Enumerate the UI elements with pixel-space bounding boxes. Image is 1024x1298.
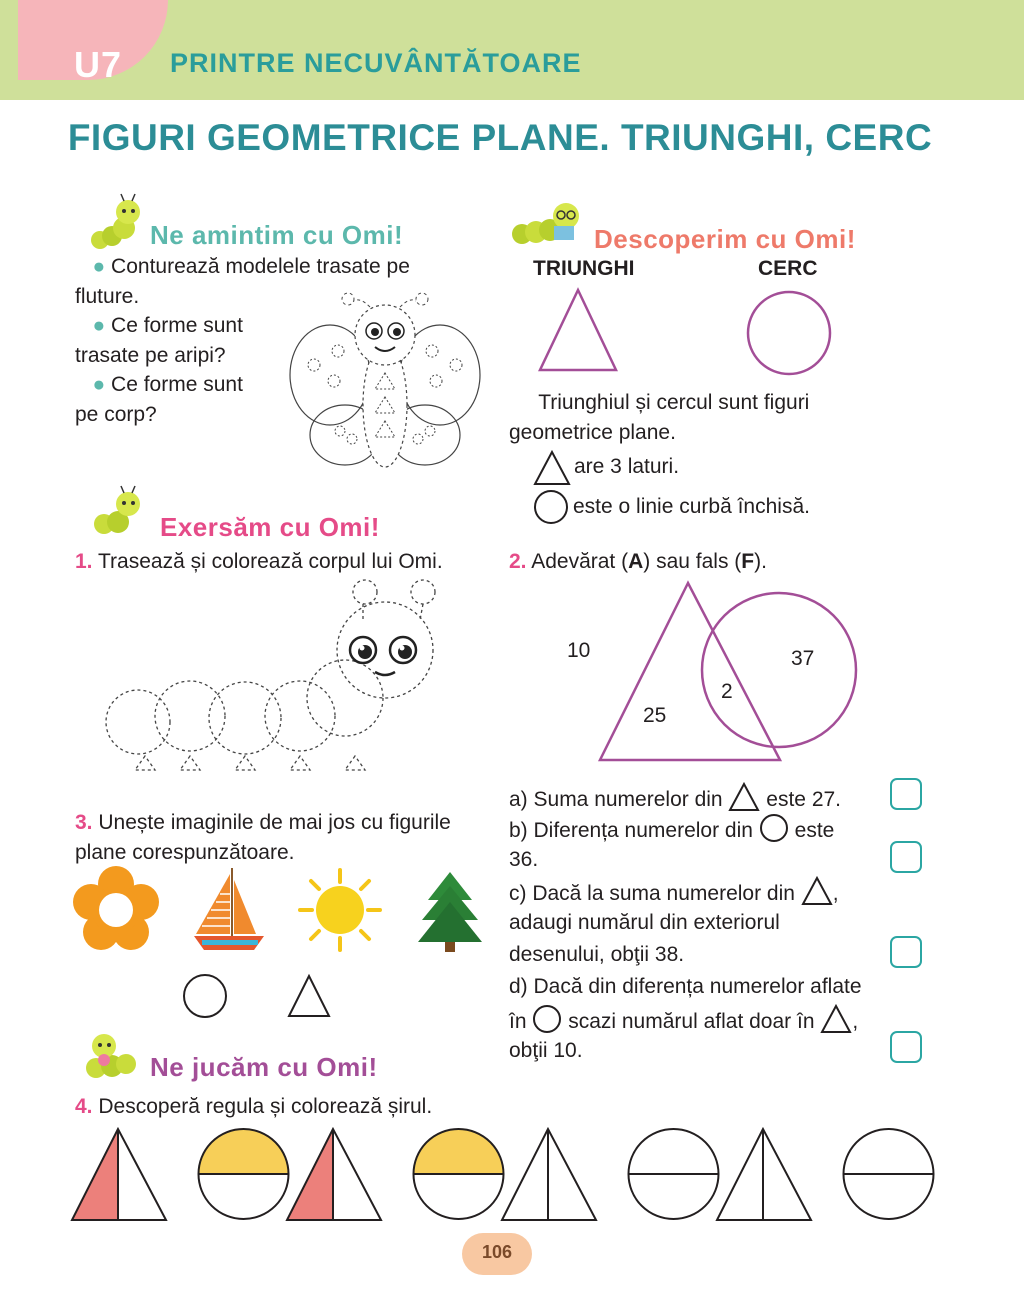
exercise-4-instruction: 4. Descoperă regula și colorează șirul. <box>75 1095 433 1118</box>
exercise-3-instruction: 3. Unește imaginile de mai jos cu figurile plane corespunzătoare. <box>75 811 451 864</box>
sequence-item-triangle[interactable] <box>72 1129 166 1220</box>
statement-c-line3: desenului, obţii 38. <box>509 943 685 966</box>
exercise-title: Exersăm cu Omi! <box>160 512 380 542</box>
triangle-circle-diagram <box>555 580 865 765</box>
statement-b-line2: 36. <box>509 848 539 871</box>
sailboat-icon[interactable] <box>192 866 267 956</box>
bullet-dot-icon: ● <box>92 373 106 396</box>
triangle-inline-icon <box>801 876 833 906</box>
statement-c: c) Dacă la suma numerelor din , <box>509 876 839 909</box>
triangle-small-icon <box>533 450 571 486</box>
circle-shape-icon <box>746 290 832 376</box>
answer-checkbox-c[interactable] <box>890 936 922 968</box>
page-title: FIGURI GEOMETRICE PLANE. TRIUNGHI, CERC <box>67 117 933 158</box>
caterpillar-exercise-icon <box>90 488 150 538</box>
statement-b: b) Diferența numerelor din este <box>509 813 834 846</box>
answer-checkbox-d[interactable] <box>890 1031 922 1063</box>
circle-label: CERC <box>758 257 818 280</box>
sequence-item-semicircle[interactable] <box>629 1129 719 1219</box>
statement-d: d) Dacă din diferența numerelor aflate <box>509 975 862 998</box>
caterpillar-reading-icon <box>510 200 585 252</box>
statement-d-line2: în scazi numărul aflat doar în , <box>509 1004 858 1037</box>
shape-sequence[interactable] <box>70 1126 930 1226</box>
discover-text: Triunghiul și cercul sunt figuri geometrice plane. <box>509 391 810 444</box>
fir-tree-icon[interactable] <box>416 870 484 952</box>
diagram-outside-number: 10 <box>567 639 591 662</box>
answer-checkbox-a[interactable] <box>890 778 922 810</box>
exercise-2-instruction: 2. Adevărat (A) sau fals (F). <box>509 550 767 573</box>
discover-title: Descoperim cu Omi! <box>594 224 856 254</box>
statement-d-line3: obţii 10. <box>509 1039 583 1062</box>
circle-match-icon[interactable] <box>182 973 228 1019</box>
triangle-match-icon[interactable] <box>286 973 332 1019</box>
remember-title: Ne amintim cu Omi! <box>150 220 404 250</box>
flower-icon[interactable] <box>73 866 159 952</box>
sequence-item-triangle[interactable] <box>287 1129 381 1220</box>
diagram-intersection-number: 2 <box>721 680 733 703</box>
answer-checkbox-b[interactable] <box>890 841 922 873</box>
unit-label: U7 <box>74 44 123 85</box>
circle-inline-icon <box>759 813 789 843</box>
sequence-item-triangle[interactable] <box>502 1129 596 1220</box>
sequence-item-semicircle[interactable] <box>414 1129 504 1219</box>
page-number: 106 <box>481 1242 513 1262</box>
play-title: Ne jucăm cu Omi! <box>150 1052 378 1082</box>
caterpillar-mascot-icon <box>88 196 148 252</box>
diagram-triangle <box>600 583 780 760</box>
triangle-label: TRIUNGHI <box>533 257 635 280</box>
exercise-1-instruction: 1. Trasează și colorează corpul lui Omi. <box>75 550 443 573</box>
diagram-circle-number: 37 <box>791 647 815 670</box>
remember-text: ● Conturează modelele trasate pe fluture. ● Ce forme sunt trasate pe aripi? ● Ce forme sunt pe corp? <box>75 255 410 426</box>
caterpillar-play-icon <box>82 1030 147 1082</box>
bullet-dot-icon: ● <box>92 314 106 337</box>
circle-inline-icon <box>532 1004 562 1034</box>
triangle-shape-icon <box>538 288 618 373</box>
triangle-inline-icon <box>728 782 760 812</box>
chapter-title: PRINTRE NECUVÂNTĂTOARE <box>170 48 582 78</box>
triangle-fact: are 3 laturi. <box>574 455 680 478</box>
caterpillar-tracing-drawing-icon[interactable] <box>105 580 455 790</box>
triangle-inline-icon <box>820 1004 852 1034</box>
sequence-item-triangle[interactable] <box>717 1129 811 1220</box>
bullet-dot-icon: ● <box>92 255 106 278</box>
statement-a: a) Suma numerelor din este 27. <box>509 782 841 815</box>
statement-c-line2: adaugi numărul din exteriorul <box>509 911 780 934</box>
sequence-item-semicircle[interactable] <box>844 1129 934 1219</box>
sequence-item-semicircle[interactable] <box>199 1129 289 1219</box>
circle-fact: este o linie curbă închisă. <box>573 495 810 518</box>
sun-icon[interactable] <box>298 868 382 952</box>
butterfly-drawing-icon[interactable] <box>290 285 480 475</box>
diagram-circle <box>702 593 856 747</box>
diagram-triangle-number: 25 <box>643 704 667 727</box>
circle-small-icon <box>533 489 571 525</box>
